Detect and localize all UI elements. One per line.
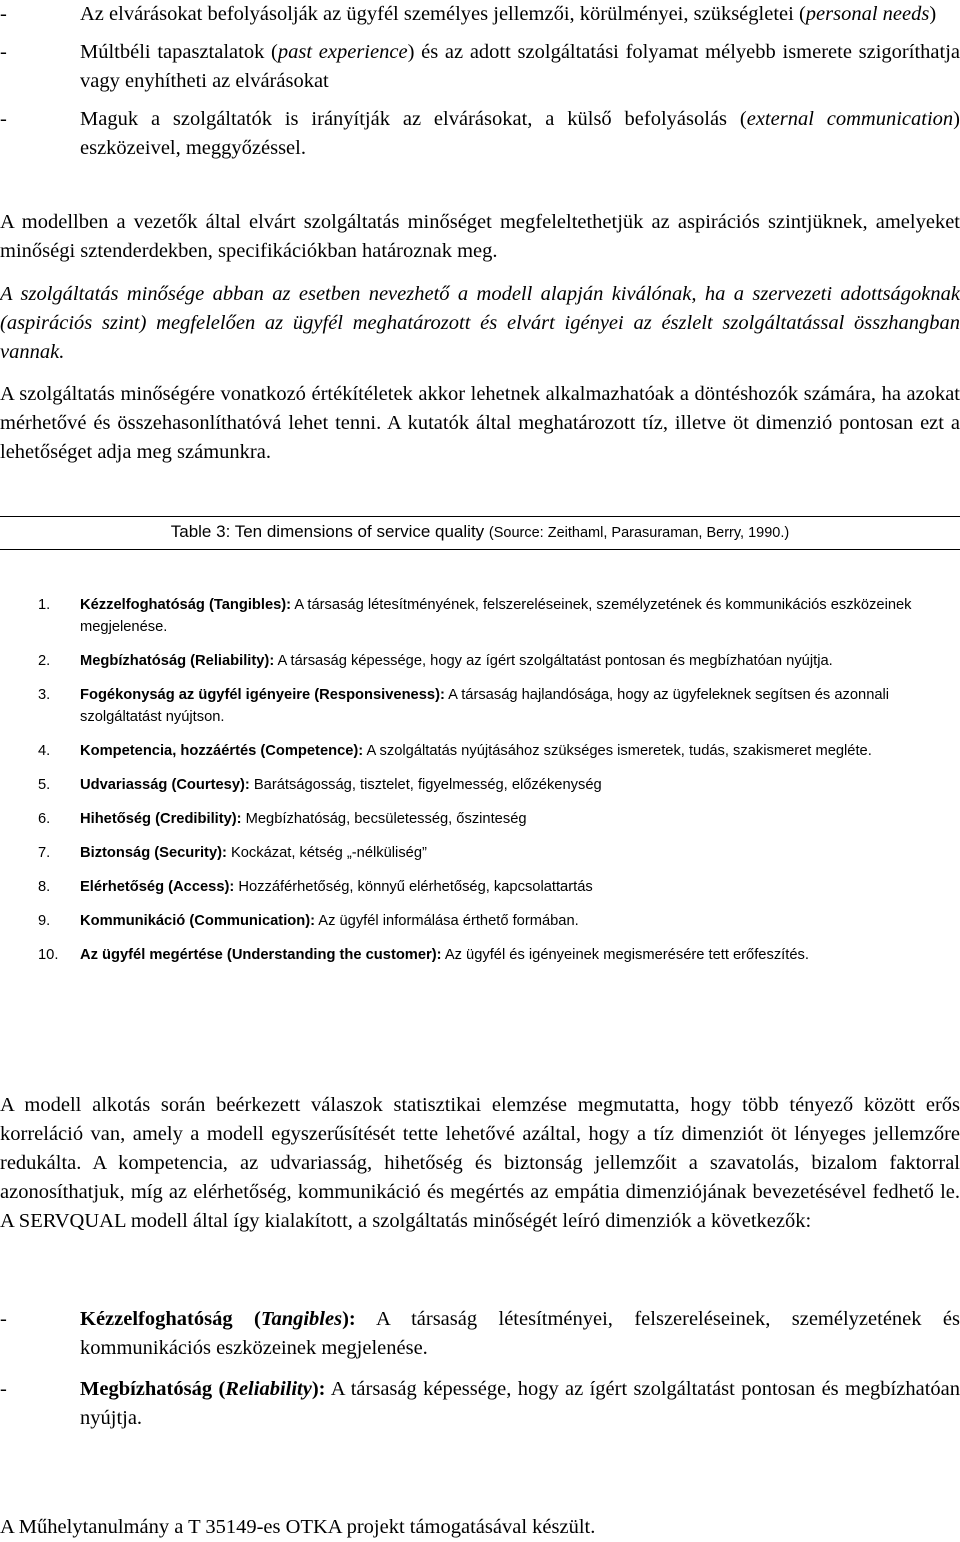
list-item-number: 2. <box>38 653 51 669</box>
paragraph-italic <box>0 280 960 367</box>
paragraph-model: A modellben a vezetők által elvárt szolgáltatás minőséget megfeleltethetjük az aspirációs szintjüknek, amelyeket minőségi sztenderdekben, specifikációkban határoznak meg. <box>0 211 960 262</box>
bullet-dash: - <box>0 1378 7 1400</box>
bullet-term-close: ): <box>311 1378 326 1400</box>
list-item-number: 5. <box>38 777 51 793</box>
list-item-text: A társaság létesítményének, felszereléseinek, személyzetének és kommunikációs eszközeinek megjelenése. <box>80 597 912 635</box>
list-item-text: Barátságosság, tisztelet, figyelmesség, előzékenység <box>249 777 602 793</box>
list-item-text: A szolgáltatás nyújtásához szükséges ismeretek, tudás, szakismeret megléte. <box>363 743 872 759</box>
table-caption <box>0 522 960 542</box>
bullet-text: ) <box>929 3 937 25</box>
list-item-number: 10. <box>38 947 59 963</box>
bullet-term: Kézzelfoghatóság ( <box>80 1308 261 1330</box>
list-item-term: Udvariasság (Courtesy): <box>80 777 250 793</box>
list-item-term: Kézzelfoghatóság (Tangibles): <box>80 597 292 613</box>
list-item <box>38 910 942 932</box>
bullet-term-close: ): <box>342 1308 356 1330</box>
list-item-number: 7. <box>38 845 51 861</box>
list-item-text: Az ügyfél informálása érthető formában. <box>315 913 579 929</box>
bullet-dash: - <box>0 3 7 25</box>
list-item-term: Elérhetőség (Access): <box>80 879 235 895</box>
servqual-bullet-2 <box>0 1375 960 1433</box>
list-item-term: Fogékonyság az ügyfél igényeire (Responsiveness): <box>80 687 445 703</box>
list-item-text: A társaság hajlandósága, hogy az ügyfeleknek segítsen és azonnali szolgáltatást nyújtson. <box>80 687 890 725</box>
dimensions-list <box>38 594 942 966</box>
list-item-term: Hihetőség (Credibility): <box>80 811 242 827</box>
intro-bullets <box>0 0 960 163</box>
paragraph-analysis: A modell alkotás során beérkezett válaszok statisztikai elemzése megmutatta, hogy több tényező között erős korreláció van, amely a modell egyszerűsítését tette lehetővé azáltal, hogy a tíz dimenziót öt lényeges jellemzőre redukálta. A kompetencia, az udvariasság, hihetőség és biztonság jellemzőit a szavatolás, bizalom faktorral azonosíthatjuk, míg az elérhetőség, kommunikáció és megértés az empátia dimenziójának bevezetésével fedhető le. A SERVQUAL modell által így kialakított, a szolgáltatás minőségét leíró dimenziók a következők: <box>0 1094 960 1232</box>
paragraph-italic-text: A szolgáltatás minősége abban az esetben nevezhető a modell alapján kiválónak, ha a szervezeti adottságoknak (aspirációs szint) megfelelően az ügyfél meghatározott és elvárt igényei az észlelt szolgáltatással összhangban vannak. <box>0 283 960 363</box>
list-item-number: 9. <box>38 913 51 929</box>
intro-bullet-1 <box>0 0 960 29</box>
bullet-italic-term: past experience <box>277 41 408 63</box>
list-item <box>38 594 942 638</box>
bullet-text: Maguk a szolgáltatók is irányítják az elvárásokat, a külső befolyásolás ( <box>80 108 747 130</box>
intro-bullet-2 <box>0 38 960 96</box>
table-caption-source: (Source: Zeithaml, Parasuraman, Berry, 1990.) <box>488 525 790 541</box>
servqual-bullets <box>0 1305 960 1433</box>
list-item-number: 8. <box>38 879 51 895</box>
list-item-term: Az ügyfél megértése (Understanding the customer): <box>80 947 442 963</box>
list-item-term: Kompetencia, hozzáértés (Competence): <box>80 743 364 759</box>
list-item-number: 1. <box>38 597 51 613</box>
list-item-text: Az ügyfél és igényeinek megismerésére tett erőfeszítés. <box>441 947 809 963</box>
bullet-term: Megbízhatóság ( <box>80 1378 226 1400</box>
bullet-italic-term: external communication <box>746 108 954 130</box>
list-item-term: Megbízhatóság (Reliability): <box>80 653 275 669</box>
list-item <box>38 944 942 966</box>
footer-note: A Műhelytanulmány a T 35149-es OTKA projekt támogatásával készült. <box>0 1516 596 1538</box>
list-item <box>38 842 942 864</box>
bullet-text: A társaság képessége, hogy az ígért szolgáltatást pontosan és megbízhatóan nyújtja. <box>80 1378 960 1429</box>
bullet-text: Múltbéli tapasztalatok ( <box>80 41 278 63</box>
bullet-dash: - <box>0 108 7 130</box>
bullet-text: Az elvárásokat befolyásolják az ügyfél személyes jellemzői, körülményei, szükségletei ( <box>80 3 806 25</box>
bullet-dash: - <box>0 1308 7 1330</box>
list-item-number: 6. <box>38 811 51 827</box>
list-item-term: Biztonság (Security): <box>80 845 227 861</box>
list-item <box>38 650 942 672</box>
intro-bullet-3 <box>0 105 960 163</box>
bullet-term-english: Reliability <box>225 1378 312 1400</box>
list-item-term: Kommunikáció (Communication): <box>80 913 316 929</box>
table-caption-title: Table 3: Ten dimensions of service quality <box>170 522 485 541</box>
bullet-text: ) eszközeivel, meggyőzéssel. <box>80 108 960 159</box>
list-item-text: Kockázat, kétség „-nélküliség” <box>226 845 427 861</box>
paragraph-judgement: A szolgáltatás minőségére vonatkozó értékítéletek akkor lehetnek alkalmazhatóak a döntéshozók számára, ha azokat mérhetővé és összehasonlíthatóvá lehet tenni. A kutatók által meghatározott tíz, illetve öt dimenzió pontosan ezt a lehetőséget adja meg számunkra. <box>0 383 960 463</box>
bullet-italic-term: personal needs <box>805 3 930 25</box>
list-item <box>38 876 942 898</box>
list-item-number: 4. <box>38 743 51 759</box>
list-item-number: 3. <box>38 687 51 703</box>
list-item <box>38 740 942 762</box>
bullet-text: A társaság létesítményei, felszereléseinek, személyzetének és kommunikációs eszközeinek megjelenése. <box>80 1308 960 1359</box>
list-item <box>38 774 942 796</box>
bullet-dash: - <box>0 41 7 63</box>
caption-top-rule <box>0 516 960 517</box>
list-item-text: Hozzáférhetőség, könnyű elérhetőség, kapcsolattartás <box>234 879 593 895</box>
list-item <box>38 808 942 830</box>
bullet-text: ) és az adott szolgáltatási folyamat mélyebb ismerete szigoríthatja vagy enyhítheti az elvárásokat <box>80 41 960 92</box>
bullet-term-english: Tangibles <box>260 1308 343 1330</box>
caption-bottom-rule <box>0 549 960 550</box>
list-item <box>38 684 942 728</box>
list-item-text: A társaság képessége, hogy az ígért szolgáltatást pontosan és megbízhatóan nyújtja. <box>274 653 833 669</box>
list-item-text: Megbízhatóság, becsületesség, őszinteség <box>241 811 527 827</box>
servqual-bullet-1 <box>0 1305 960 1363</box>
